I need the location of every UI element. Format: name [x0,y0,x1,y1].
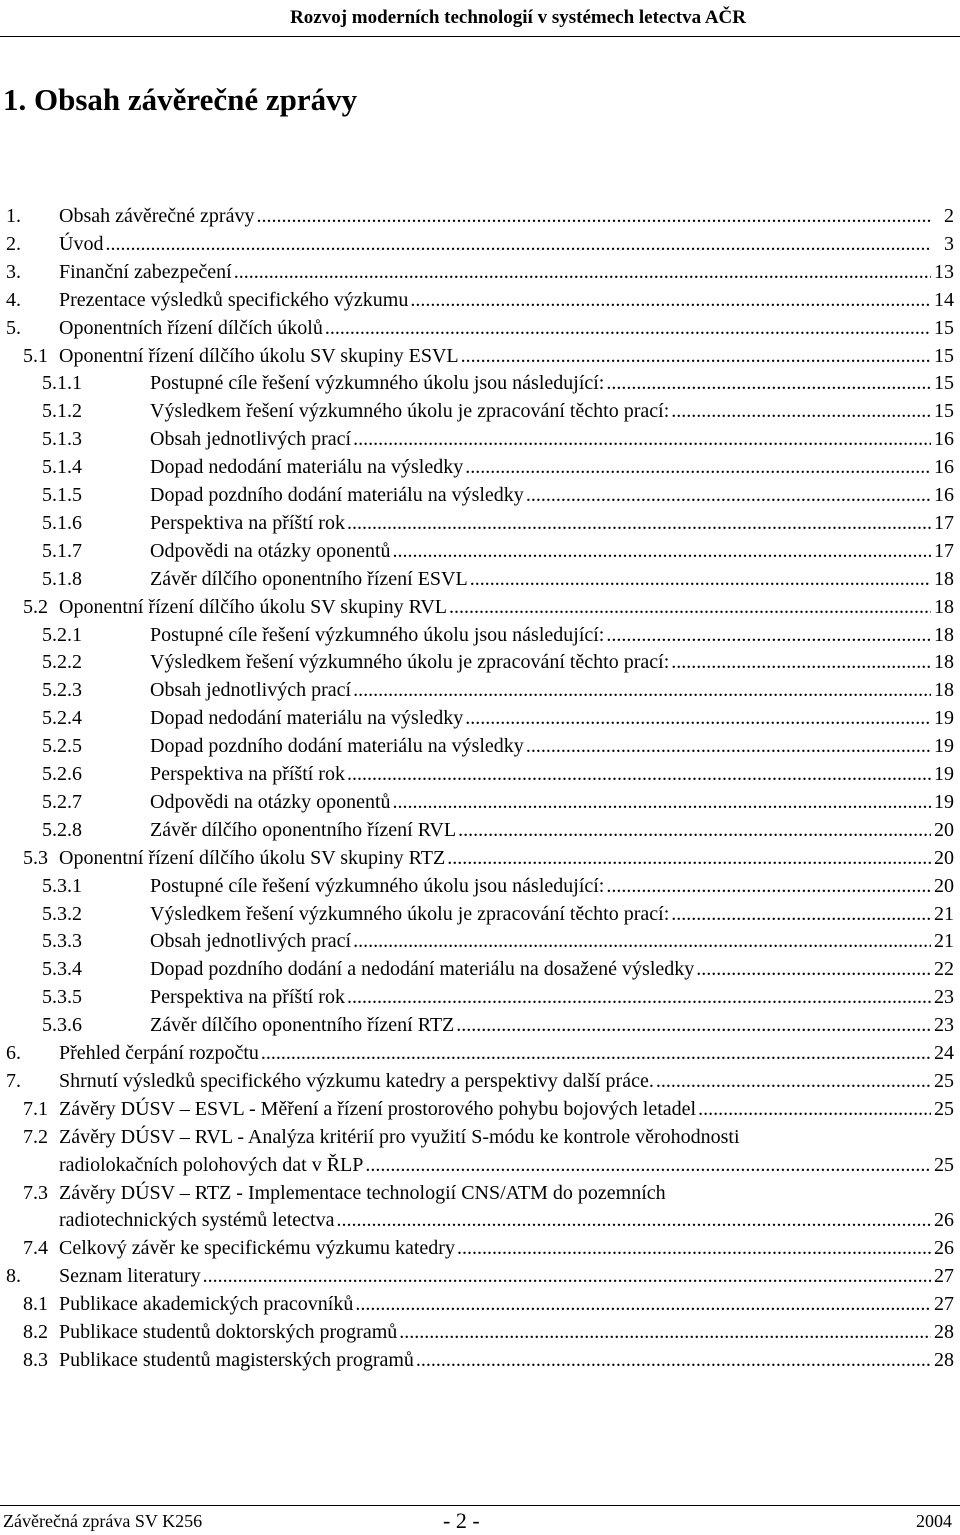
toc-entry-title: Postupné cíle řešení výzkumného úkolu jsou následující: [150,874,605,897]
toc-entry-title: Perspektiva na příští rok [150,986,345,1009]
toc-entry[interactable] [0,538,954,566]
toc-entry-number: 5.3.5 [42,986,82,1009]
toc-entry-page: 15 [934,316,954,339]
dot-leader [526,733,931,759]
toc-entry[interactable] [0,1096,954,1124]
toc-entry-page: 18 [934,623,954,646]
toc-entry-number: 8.3 [23,1348,48,1371]
toc-entry-page: 15 [934,372,954,395]
toc-entry[interactable] [0,622,954,650]
toc-entry[interactable] [0,1347,954,1375]
toc-entry-number: 5.2.5 [42,735,82,758]
toc-entry[interactable] [0,566,954,594]
toc-entry-title: radiotechnických systémů letectva [59,1209,335,1232]
toc-entry-title: Oponentní řízení dílčího úkolu SV skupiny RVL [59,595,448,618]
toc-entry-number: 4. [6,288,21,311]
toc-entry-page: 3 [944,232,954,255]
toc-entry-page: 17 [934,511,954,534]
toc-entry-page: 23 [934,986,954,1009]
toc-entry[interactable] [0,1012,954,1040]
toc-entry[interactable] [0,901,954,929]
footer-page-number: - 2 - [443,1508,480,1533]
toc-entry-title: Dopad nedodání materiálu na výsledky [150,707,464,730]
toc-entry-page: 28 [934,1321,954,1343]
toc-entry-number: 6. [6,1042,21,1064]
toc-entry-number: 5.2.7 [42,790,82,813]
toc-entry[interactable] [0,343,954,371]
toc-entry-number: 5.1.1 [42,372,82,395]
toc-entry-title: Shrnutí výsledků specifického výzkumu katedry a perspektivy další práce. [59,1069,654,1092]
toc-entry-page: 15 [934,400,954,423]
dot-leader [256,203,931,229]
dot-leader [447,845,931,871]
toc-entry-number: 5.1.6 [42,511,82,534]
toc-entry-number: 2. [6,232,21,255]
toc-entry-page: 16 [934,428,954,451]
toc-entry[interactable] [0,259,954,287]
running-head: Rozvoj moderních technologií v systémech letectva AČR [290,7,746,28]
toc-entry-title: Dopad pozdního dodání a nedodání materiálu na dosažené výsledky [150,958,695,981]
dot-leader [261,1040,931,1066]
toc-entry-title: Výsledkem řešení výzkumného úkolu je zpracování těchto prací: [150,400,670,423]
toc-entry-title: Výsledkem řešení výzkumného úkolu je zpracování těchto prací: [150,902,670,925]
toc-entry[interactable] [0,315,954,343]
toc-entry-page: 14 [934,288,954,311]
dot-leader [465,454,931,480]
toc-entry[interactable] [0,761,954,789]
footer-right: 2004 [916,1511,952,1531]
dot-leader [393,538,932,564]
toc-entry-page: 25 [934,1069,954,1092]
toc-entry[interactable] [0,1124,954,1180]
toc-entry-page: 25 [934,1097,954,1120]
dot-leader [526,482,931,508]
dot-leader [470,566,931,592]
toc-entry-number: 5.1.5 [42,484,82,506]
toc-entry-number: 5.1 [23,344,48,367]
toc-entry-title-line: Závěry DÚSV – RTZ - Implementace technologií CNS/ATM do pozemních [59,1181,666,1204]
toc-entry-number: 5.2.4 [42,707,82,730]
toc-entry-number: 7.3 [23,1181,48,1204]
toc-entry-title: Obsah jednotlivých prací [150,930,352,953]
toc-entry-number: 5.3.6 [42,1014,82,1037]
dot-leader [696,956,931,982]
toc-entry[interactable] [0,817,954,845]
toc-entry-page: 13 [934,260,954,283]
toc-entry-title: Obsah jednotlivých prací [150,428,352,451]
toc-entry-number: 5. [6,316,21,339]
header-rule [0,36,960,37]
toc-entry[interactable] [0,873,954,901]
dot-leader [606,370,931,396]
toc-entry[interactable] [0,370,954,398]
dot-leader [336,1207,931,1233]
toc-entry[interactable] [0,231,954,259]
toc-entry-title: Závěr dílčího oponentního řízení RTZ [150,1014,455,1037]
toc-entry-number: 7. [6,1069,21,1092]
toc-entry-page: 19 [934,790,954,813]
toc-entry[interactable] [0,1235,954,1263]
toc-entry[interactable] [0,287,954,315]
toc-entry-number: 8.1 [23,1293,48,1316]
toc-entry[interactable] [0,956,954,984]
dot-leader [410,287,931,313]
dot-leader [325,315,931,341]
toc-entry-title: Závěry DÚSV – ESVL - Měření a řízení prostorového pohybu bojových letadel [59,1097,697,1120]
toc-entry-page: 20 [934,874,954,897]
dot-leader [698,1096,931,1122]
toc-entry-page: 19 [934,763,954,785]
toc-entry-page: 20 [934,846,954,869]
toc-entry-title: Výsledkem řešení výzkumného úkolu je zpracování těchto prací: [150,651,670,674]
toc-entry-page: 19 [934,735,954,758]
toc-entry-number: 5.2.1 [42,623,82,646]
toc-entry[interactable] [0,426,954,454]
toc-entry-page: 2 [944,205,954,227]
toc-entry[interactable] [0,1291,954,1319]
toc-entry-page: 18 [934,567,954,590]
dot-leader [458,817,931,843]
toc-entry-page: 26 [934,1237,954,1260]
dot-leader [671,649,931,675]
toc-entry[interactable] [0,454,954,482]
toc-entry-title: Odpovědi na otázky oponentů [150,790,391,813]
toc-entry-page: 26 [934,1209,954,1232]
toc-entry[interactable] [0,649,954,677]
dot-leader [365,1152,931,1178]
toc-entry-title: Perspektiva na příští rok [150,511,345,534]
toc-entry-title: Finanční zabezpečení [59,260,232,283]
toc-entry-number: 5.2 [23,595,48,618]
toc-entry-page: 23 [934,1014,954,1037]
toc-entry-number: 5.3.2 [42,902,82,925]
toc-entry-number: 8.2 [23,1321,48,1343]
dot-leader [606,873,931,899]
toc-entry-page: 27 [934,1293,954,1316]
toc-entry-title: Oponentních řízení dílčích úkolů [59,316,323,339]
dot-leader [347,761,931,787]
toc-entry-title: radiolokačních polohových dat v ŘLP [59,1153,364,1176]
toc-entry-number: 1. [6,205,21,227]
toc-entry-page: 21 [934,930,954,953]
dot-leader [355,1291,931,1317]
toc-entry-page: 25 [934,1153,954,1176]
toc-entry-number: 5.2.3 [42,679,82,702]
toc-entry-title: Postupné cíle řešení výzkumného úkolu jsou následující: [150,623,605,646]
dot-leader [449,594,931,620]
toc-entry-number: 5.1.7 [42,539,82,562]
toc-entry[interactable] [0,594,954,622]
toc-entry-title: Obsah závěrečné zprávy [59,205,255,227]
toc-entry-title: Přehled čerpání rozpočtu [59,1042,259,1064]
dot-leader [656,1068,931,1094]
toc-entry[interactable] [0,984,954,1012]
toc-entry-number: 5.2.8 [42,818,82,841]
toc-entry-number: 8. [6,1265,21,1288]
toc-entry-title: Publikace studentů doktorských programů [59,1321,398,1343]
toc-entry[interactable] [0,1040,954,1068]
dot-leader [416,1347,931,1373]
toc-entry-page: 27 [934,1265,954,1288]
toc-entry-title: Oponentní řízení dílčího úkolu SV skupiny RTZ [59,846,446,869]
toc-entry-title: Publikace studentů magisterských programů [59,1348,414,1371]
toc-entry-page: 18 [934,679,954,702]
toc-entry-page: 24 [934,1042,954,1064]
toc-entry[interactable] [0,203,954,231]
dot-leader [234,259,931,285]
toc-entry-title: Dopad nedodání materiálu na výsledky [150,456,464,479]
toc-entry-number: 5.1.2 [42,400,82,423]
toc-entry-number: 5.3.1 [42,874,82,897]
toc-entry-title: Perspektiva na příští rok [150,763,345,785]
toc-entry[interactable] [0,1180,954,1236]
dot-leader [671,901,931,927]
toc-entry[interactable] [0,482,954,510]
toc-entry-page: 17 [934,539,954,562]
toc-entry-number: 7.1 [23,1097,48,1120]
toc-entry-title: Oponentní řízení dílčího úkolu SV skupiny ESVL [59,344,459,367]
toc-entry-title: Odpovědi na otázky oponentů [150,539,391,562]
toc-entry-title: Seznam literatury [59,1265,201,1288]
toc-entry-page: 28 [934,1348,954,1371]
toc-entry[interactable] [0,733,954,761]
dot-leader [393,789,932,815]
toc-entry[interactable] [0,928,954,956]
toc-entry-number: 5.3 [23,846,48,869]
toc-entry[interactable] [0,845,954,873]
page-heading: 1. Obsah závěrečné zprávy [3,82,358,117]
toc-entry-page: 19 [934,707,954,730]
toc-entry-page: 18 [934,595,954,618]
toc-entry[interactable] [0,1263,954,1291]
dot-leader [347,984,931,1010]
toc-entry-page: 22 [934,958,954,981]
dot-leader [105,231,931,257]
toc-entry-number: 5.3.3 [42,930,82,953]
toc-entry[interactable] [0,398,954,426]
toc-entry-number: 7.2 [23,1125,48,1148]
toc-entry[interactable] [0,510,954,538]
toc-entry-title-line: Závěry DÚSV – RVL - Analýza kritérií pro využití S-módu ke kontrole věrohodnosti [59,1125,740,1148]
toc-entry-title: Závěr dílčího oponentního řízení RVL [150,818,457,841]
toc-entry-number: 5.1.4 [42,456,82,479]
toc-entry-number: 5.1.3 [42,428,82,451]
toc-entry-page: 20 [934,818,954,841]
toc-entry-number: 5.2.6 [42,763,82,785]
toc-entry-number: 3. [6,260,21,283]
toc-entry-page: 18 [934,651,954,674]
dot-leader [606,622,931,648]
toc-entry-page: 15 [934,344,954,367]
dot-leader [457,1235,931,1261]
toc-entry[interactable] [0,1319,954,1347]
toc-entry-number: 5.1.8 [42,567,82,590]
toc-entry-title: Úvod [59,232,104,255]
dot-leader [353,928,931,954]
dot-leader [456,1012,931,1038]
toc-entry[interactable] [0,677,954,705]
toc-entry-title: Publikace akademických pracovníků [59,1293,354,1316]
toc-entry-page: 21 [934,902,954,925]
toc-entry-title: Prezentace výsledků specifického výzkumu [59,288,409,311]
dot-leader [671,398,931,424]
toc-entry[interactable] [0,1068,954,1096]
dot-leader [465,705,931,731]
toc-entry-title: Dopad pozdního dodání materiálu na výsledky [150,484,524,506]
dot-leader [347,510,931,536]
toc-entry-title: Dopad pozdního dodání materiálu na výsledky [150,735,524,758]
toc-entry-title: Závěr dílčího oponentního řízení ESVL [150,567,468,590]
toc-entry-title: Postupné cíle řešení výzkumného úkolu jsou následující: [150,372,605,395]
dot-leader [353,426,931,452]
toc-entry-number: 5.2.2 [42,651,82,674]
toc-entry-page: 16 [934,456,954,479]
dot-leader [353,677,931,703]
toc-entry-title: Celkový závěr ke specifickému výzkumu katedry [59,1237,455,1260]
toc-entry-number: 7.4 [23,1237,48,1260]
dot-leader [399,1319,931,1345]
toc-entry[interactable] [0,705,954,733]
footer-left: Závěrečná zpráva SV K256 [3,1511,203,1531]
footer-rule [0,1505,960,1506]
toc-entry-page: 16 [934,484,954,506]
toc-entry-number: 5.3.4 [42,958,82,981]
dot-leader [203,1263,931,1289]
toc-entry[interactable] [0,789,954,817]
dot-leader [461,343,931,369]
toc-entry-title: Obsah jednotlivých prací [150,679,352,702]
